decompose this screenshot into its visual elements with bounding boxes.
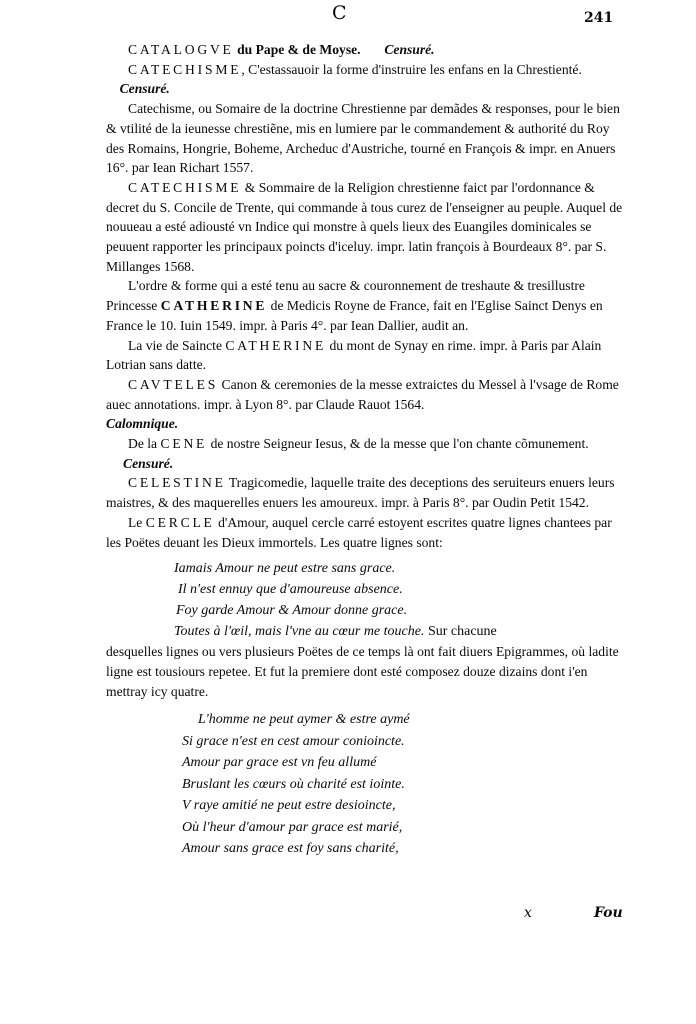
entry-celestine: CELESTINE Tragicomedie, laquelle traite des deceptions des seruiteurs enuers leurs maistres, & des maquerelles enuers les amoureux. impr. à Paris 8°. par Oudin Petit 1542. xyxy=(106,475,615,511)
verse-line: Amour par grace est vn feu allumé xyxy=(182,755,377,771)
verse-line: Il n'est ennuy que d'amoureuse absence. xyxy=(178,582,403,598)
entry-catechisme-3: CATECHISME & Sommaire de la Religion chrestienne faict par l'ordonnance & decret du S. Concile de Trente, qui commande à tous curez de l'enseigner au peuple. Auquel de nouueau a esté adiousté vn Indice qui monstre à quels lieux des Euangiles dominicales se peuuent rapporter les principaux poincts d'iceluy. impr. latin françois à Bourdeaux 8°. par S. Millanges 1568. xyxy=(106,179,623,274)
censure-label: Censuré. xyxy=(119,81,170,97)
verse-line: Si grace n'est en cest amour conioincte. xyxy=(182,733,405,749)
verse-four-lines xyxy=(174,558,630,642)
dizain-verse xyxy=(182,709,630,860)
censure-label: Censuré. xyxy=(384,42,435,57)
entry-catechisme-1: CATECHISME, C'estassauoir la forme d'instruire les enfans en la Chrestienté. Censuré. xyxy=(119,61,582,97)
entry-catherine-2: La vie de Saincte CATHERINE du mont de Synay en rime. impr. à Paris par Alain Lotrian sans datte. xyxy=(106,337,602,373)
catalogue-body xyxy=(106,40,630,860)
signature-mark: x xyxy=(524,905,532,921)
verse-line: Amour sans grace est foy sans charité, xyxy=(182,841,399,857)
verse-line: Foy garde Amour & Amour donne grace. xyxy=(176,603,408,619)
entry-catechisme-2: Catechisme, ou Somaire de la doctrine Chrestienne par demãdes & responses, pour le bien & vtilité de la ieunesse chrestiẽne, mis en lumiere par le commandement & authorité du Roy des Romains, Hongrie, Boheme, Archeduc d'Austriche, tourné en François & impr. en Anuers 16°. par Iean Richart 1557. xyxy=(106,101,620,176)
page-number: 241 xyxy=(584,10,614,26)
verse-line: Bruslant les cœurs où charité est iointe. xyxy=(182,776,405,792)
entry-cauteles: CAVTELES Canon & ceremonies de la messe extraictes du Messel à l'vsage de Rome auec annotations. impr. à Lyon 8°. par Claude Rauot 1564. Calomnique. xyxy=(106,376,619,432)
entry-catherine-1: L'ordre & forme qui a esté tenu au sacre & couronnement de treshaute & tresillustre Princesse CATHERINE de Medicis Royne de France, fait en l'Eglise Sainct Denys en France le 10. Iuin 1549. impr. à Paris 4°. par Iean Dallier, audit an. xyxy=(106,278,603,333)
running-head-letter: C xyxy=(332,2,347,24)
catchword: Fou xyxy=(594,905,623,921)
censure-label: Censuré. xyxy=(123,455,174,471)
verse-tail: Sur chacune xyxy=(424,624,497,640)
verse-line: L'homme ne peut aymer & estre aymé xyxy=(198,712,410,728)
entry-catalogue: CATALOGVE du Pape & de Moyse. Censuré. xyxy=(128,42,435,57)
censure-label: Calomnique. xyxy=(106,416,179,432)
verse-line: Où l'heur d'amour par grace est marié, xyxy=(182,819,403,835)
commentary-paragraph: desquelles lignes ou vers plusieurs Poëtes de ce temps là ont fait diuers Epigrammes, où ladite ligne est tousiours repetee. Et fut la premiere dont esté composez douze dizains dont i'en mettray icy quatre. xyxy=(106,644,619,699)
entry-cene: De la CENE de nostre Seigneur Iesus, & de la messe que l'on chante cõmunement. Censuré. xyxy=(123,436,589,471)
verse-line: V raye amitié ne peut estre desioincte, xyxy=(182,798,396,814)
verse-line: Iamais Amour ne peut estre sans grace. xyxy=(174,561,396,577)
entry-cercle: Le CERCLE d'Amour, auquel cercle carré estoyent escrites quatre lignes chantees par les Poëtes deuant les Dieux immortels. Les quatre lignes sont: xyxy=(106,514,612,550)
verse-line: Toutes à l'œil, mais l'vne au cœur me touche. Sur chacune xyxy=(174,624,497,640)
